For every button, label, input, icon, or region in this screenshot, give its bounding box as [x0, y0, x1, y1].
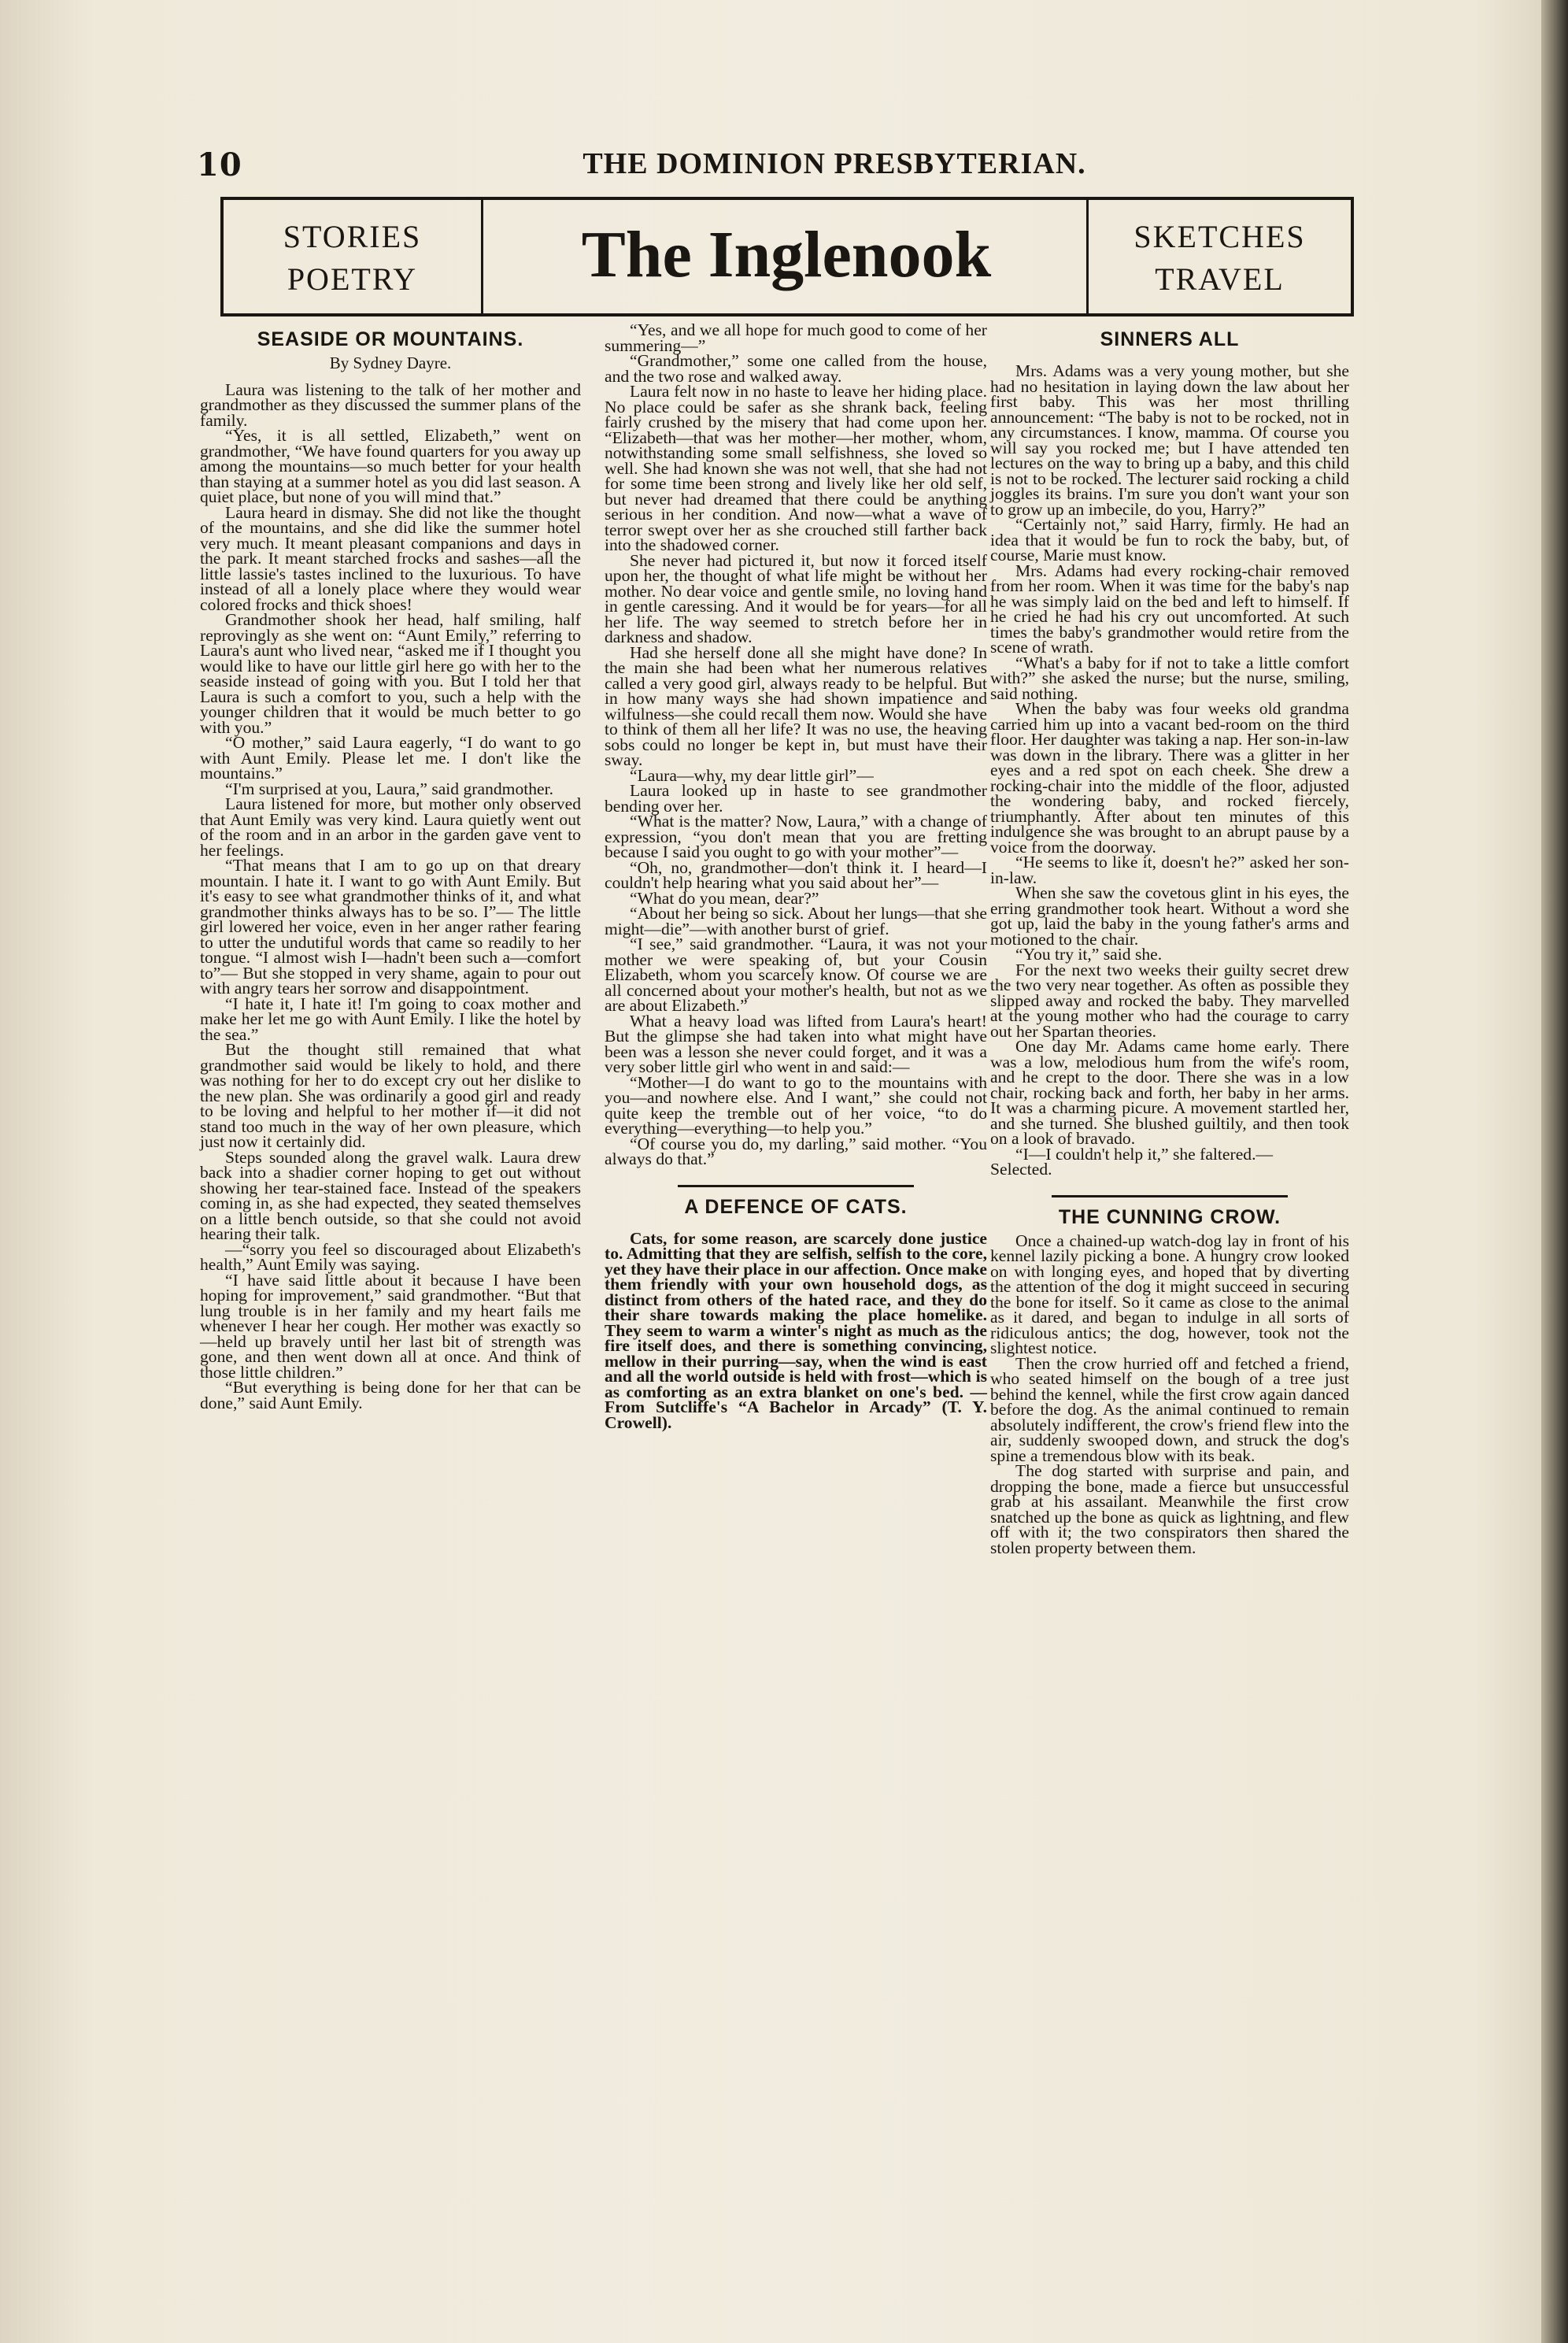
section-banner — [220, 197, 1354, 316]
paragraph: —“sorry you feel so discouraged about Elizabeth's health,” Aunt Emily was saying. — [200, 1239, 581, 1274]
paragraph: Then the crow hurried off and fetched a friend, who seated himself on the bough of a tree just behind the kennel, while the first crow again danced before the dog. As the animal continued to remain absolutely indifferent, the crow's friend flew into the air, suddenly swooped down, and struck the dog's spine a tremendous blow with its beak. — [990, 1353, 1349, 1465]
article-credit: Selected. — [990, 1160, 1052, 1179]
paragraph: “About her being so sick. About her lungs—that she might—die”—with another burst of grief. — [605, 904, 987, 938]
column-1 — [200, 323, 581, 1411]
paragraph: For the next two weeks their guilty secret drew the two very near together. As often as possible they slipped away and rocked the baby. They marvelled at the young mother who had the courage to carry out her Spartan theories. — [990, 960, 1349, 1041]
paragraph: When the baby was four weeks old grandma carried him up into a vacant bed-room on the third floor. Her daughter was taking a nap. Her son-in-law was down in the library. There was a glitter in her eyes and a red spot on each cheek. She drew a rocking-chair into the middle of the floor, adjusted the wondering baby, and rocked fiercely, triumphantly. After about ten minutes of this indulgence she was brought to an abrupt pause by a voice from the doorway. — [990, 699, 1349, 857]
paragraph: “But everything is being done for her that can be done,” said Aunt Emily. — [200, 1378, 581, 1412]
paragraph: “Grandmother,” some one called from the house, and the two rose and walked away. — [605, 351, 987, 386]
paragraph: What a heavy load was lifted from Laura's heart! But the glimpse she had taken into what might have been was a lesson she never could forget, and it was a very sober little girl who went in and said:— — [605, 1011, 987, 1076]
paragraph: Cats, for some reason, are scarcely done justice to. Admitting that they are selfish, selfish to the core, yet they have their place in our affection. Once make them friendly with your own household dogs, as distinct from others of the hated race, and they do their share towards making the place homelike. They seem to warm a winter's night as much as the fire itself does, and there is something convincing, mellow in their purring—say, when the wind is east and all the world outside is held with frost—which is as comforting as an extra blanket on one's bed. —From Sutcliffe's “A Bachelor in Arcady” (T. Y. Crowell). — [605, 1228, 987, 1432]
paragraph: “What do you mean, dear?” — [630, 888, 819, 908]
paragraph: But the thought still remained that what grandmother said would be likely to hold, and there was nothing for her to do except cry out her dislike to the new plan. She was ordinarily a good girl and ready to be loving and helpful to her mother if—it did not stand too much in the way of her own pleasure, which just now it certainly did. — [200, 1040, 581, 1151]
column-2 — [605, 320, 987, 1432]
paragraph: Laura looked up in haste to see grandmother bending over her. — [605, 781, 987, 816]
banner-left-line2: POETRY — [287, 261, 418, 297]
paragraph: Laura listened for more, but mother only observed that Aunt Emily was very kind. Laura quietly went out of the room and in an arbor in the garden gave vent to her feelings. — [200, 794, 581, 860]
paragraph: Grandmother shook her head, half smiling, half reprovingly as she went on: “Aunt Emily,” referring to Laura's aunt who lived near, “asked me if I thought you would like to have our little girl here go with her to the seaside instead of going with you. But I told her that Laura is such a comfort to you, such a help with the younger children that it would be much better to go with you.” — [200, 610, 581, 737]
running-head: THE DOMINION PRESBYTERIAN. — [582, 147, 1086, 180]
paragraph: “Mother—I do want to go to the mountains with you—and nowhere else. And I want,” she could not quite keep the tremble out of her voice, “to do everything—everything—to help you.” — [605, 1072, 987, 1138]
paragraph: Steps sounded along the gravel walk. Laura drew back into a shadier corner hoping to get out without showing her tear-stained face. Instead of the speakers coming in, as she had expected, they seated themselves on a little bench outside, so that she could not avoid hearing their talk. — [200, 1147, 581, 1243]
paragraph: “That means that I am to go up on that dreary mountain. I hate it. I want to go with Aunt Emily. But it's easy to see what grandmother thinks of it, and what grandmother thinks always has to be so. I”— The little girl lowered her voice, even in her anger rather fearing to utter the undutiful words that came so readily to her tongue. “I almost wish I—hadn't been such a—comfort to”— But she stopped in very shame, again to pour out with angry tears her sorrow and disappointment. — [200, 856, 581, 998]
paragraph: “Yes, it is all settled, Elizabeth,” went on grandmother, “We have found quarters for you away up among the mountains—so much better for your health than staying at a summer hotel as you did last season. A quiet place, but none of you will mind that.” — [200, 426, 581, 506]
paragraph: One day Mr. Adams came home early. There was a low, melodious hum from the wife's room, and he crept to the door. There she was in a low chair, rocking back and forth, her baby in her arms. It was a charming picure. A movement startled her, and she turned. She blushed guiltily, and then took on a look of bravado. — [990, 1037, 1349, 1148]
paragraph: Laura was listening to the talk of her mother and grandmother as they discussed the summer plans of the family. — [200, 379, 581, 430]
paragraph: “Oh, no, grandmother—don't think it. I heard—I couldn't help hearing what you said about her”— — [605, 857, 987, 892]
paragraph: The dog started with surprise and pain, and dropping the bone, made a fierce but unsuccessful grab at his assailant. Meanwhile the first crow snatched up the bone as quick as lightning, and flew off with it; the two conspirators then shared the stolen property between them. — [990, 1461, 1349, 1557]
page-number: 10 — [197, 146, 242, 183]
paragraph: Laura heard in dismay. She did not like the thought of the mountains, and she did like the summer hotel very much. It meant pleasant companions and days in the park. It meant starched frocks and sashes—all the little lassie's tastes inclined to the luxurious. To have instead of all a lonely place where they would wear colored frocks and thick shoes! — [200, 502, 581, 614]
article-title-sinners: SINNERS ALL — [1100, 328, 1240, 350]
paragraph: “I'm surprised at you, Laura,” said grandmother. — [225, 779, 554, 798]
banner-right-line2: TRAVEL — [1155, 261, 1285, 297]
article-title-crow: THE CUNNING CROW. — [1058, 1205, 1281, 1228]
page-edge — [1541, 0, 1568, 2343]
paragraph: “I—I couldn't help it,” she faltered.— — [1015, 1144, 1274, 1164]
paragraph: Mrs. Adams had every rocking-chair removed from her room. When it was time for the baby's nap he was simply laid on the bed and left to himself. If he cried he had his cry out uncomforted. At such times the baby's grandmother would retire from the scene of wrath. — [990, 561, 1349, 657]
paragraph: “I hate it, I hate it! I'm going to coax mother and make her let me go with Aunt Emily. I like the hotel by the sea.” — [200, 994, 581, 1044]
paragraph: “Laura—why, my dear little girl”— — [630, 765, 874, 785]
article-title-cats: A DEFENCE OF CATS. — [684, 1195, 908, 1218]
paragraph: Once a chained-up watch-dog lay in front of his kennel lazily picking a bone. A hungry crow looked on with longing eyes, and hoped that by diverting the attention of the dog it might succeed in securing the bone for itself. So it came as close to the animal as it dared, and began to indulge in all sorts of ridiculous antics; the dog, however, took not the slightest notice. — [990, 1231, 1349, 1357]
paragraph: When she saw the covetous glint in his eyes, the erring grandmother took heart. Without a word she got up, laid the baby in the young father's arms and motioned to the chair. — [990, 883, 1349, 949]
paragraph: “What's a baby for if not to take a little comfort with?” she asked the nurse; but the nurse, smiling, said nothing. — [990, 653, 1349, 703]
paragraph: “He seems to like it, doesn't he?” asked her son-in-law. — [990, 853, 1349, 887]
section-rule — [678, 1185, 914, 1187]
article-byline: By Sydney Dayre. — [329, 353, 452, 372]
column-3 — [990, 323, 1349, 1556]
article-title-seaside: SEASIDE OR MOUNTAINS. — [257, 328, 524, 350]
paragraph: “Certainly not,” said Harry, firmly. He had an idea that it would be fun to rock the baby, but, of course, Marie must know. — [990, 515, 1349, 564]
banner-left-line1: STORIES — [283, 219, 422, 254]
section-rule — [1052, 1195, 1288, 1197]
paragraph: “I have said little about it because I have been hoping for improvement,” said grandmother. “But that lung trouble is in her family and my heart fails me whenever I hear her cough. Her mother was exactly so—held up bravely until her last bit of strength was gone, and then went down all at once. And think of those little children.” — [200, 1270, 581, 1382]
banner-title: The Inglenook — [581, 218, 992, 291]
paragraph: Laura felt now in no haste to leave her hiding place. No place could be safer as she shrank back, feeling fairly crushed by the misery that had come upon her. “Elizabeth—that was her mother—her mother, whom, notwithstanding some small selfishness, she loved so well. She had known she was not well, that she had not for some time been strong and lively like her old self, but never had dreamed that there could be anything serious in her condition. And now—what a wave of terror swept over her as she crouched still farther back into the shadowed corner. — [605, 382, 987, 554]
paragraph: “You try it,” said she. — [1015, 945, 1163, 964]
paragraph: “I see,” said grandmother. “Laura, it was not your mother we were speaking of, but your Cousin Elizabeth, whom you scarcely know. Of course we are all concerned about your mother's health, but not as we are about Elizabeth.” — [605, 935, 987, 1015]
paragraph: “O mother,” said Laura eagerly, “I do want to go with Aunt Emily. Please let me. I don't like the mountains.” — [200, 733, 581, 783]
paragraph: Mrs. Adams was a very young mother, but she had no hesitation in laying down the law about her first baby. This was her most thrilling announcement: “The baby is not to be rocked, not in any circumstances. I know, mamma. Of course you will say you rocked me; but I have attended ten lectures on the way to bring up a baby, and this child is not to be rocked. The lecturer said rocking a child joggles its brains. I'm sure you don't want your son to grow up an imbecile, do you, Harry?” — [990, 361, 1349, 519]
paragraph: “Yes, and we all hope for much good to come of her summering—” — [605, 320, 987, 355]
paragraph: She never had pictured it, but now it forced itself upon her, the thought of what life might be without her mother. No dear voice and gentle smile, no loving hand in gentle caressing. And it would be for years—for all her life. The way seemed to stretch before her in darkness and shadow. — [605, 550, 987, 646]
banner-right — [1086, 200, 1351, 313]
banner-right-line1: SKETCHES — [1133, 219, 1306, 254]
paragraph: “Of course you do, my darling,” said mother. “You always do that.” — [605, 1134, 987, 1168]
banner-left — [224, 200, 483, 313]
paragraph: Had she herself done all she might have done? In the main she had been what her numerous relatives called a very good girl, always ready to be helpful. But in how many ways she had shown impatience and wilfulness—she could recall them now. Would she have to think of them all her life? It was no use, the heaving sobs could no longer be kept in, but must have their sway. — [605, 642, 987, 769]
paragraph: “What is the matter? Now, Laura,” with a change of expression, “you don't mean that you are fretting because I said you ought to go with your mother”— — [605, 812, 987, 861]
